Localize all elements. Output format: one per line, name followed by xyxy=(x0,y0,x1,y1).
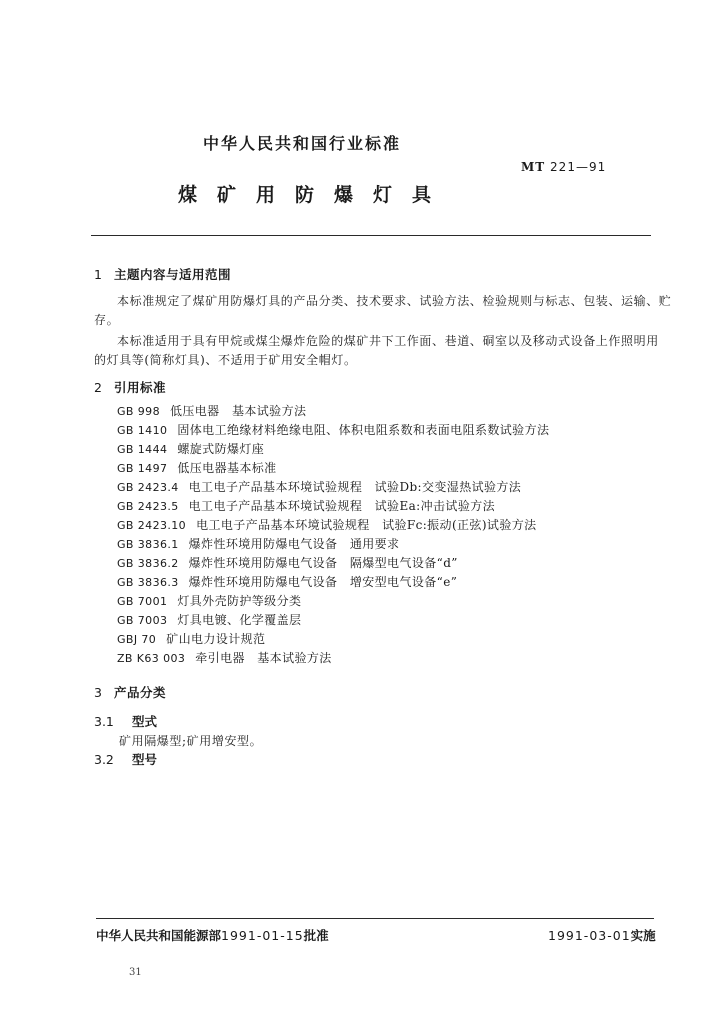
reference-code: GB 2423.10 xyxy=(117,519,187,532)
reference-item xyxy=(117,516,549,535)
reference-item xyxy=(117,554,549,573)
reference-title: 电工电子产品基本环境试验规程 试验Ea:冲击试验方法 xyxy=(188,499,496,513)
reference-item xyxy=(117,478,549,497)
standard-type-heading: 中华人民共和国行业标准 xyxy=(202,134,401,153)
subsection-3-1-title: 型式 xyxy=(132,714,158,729)
reference-title: 电工电子产品基本环境试验规程 试验Fc:振动(正弦)试验方法 xyxy=(196,518,537,532)
reference-code: GB 2423.4 xyxy=(117,481,179,494)
reference-code: GB 3836.2 xyxy=(117,557,179,570)
footer-divider xyxy=(96,918,654,919)
section-3-title: 产品分类 xyxy=(114,685,167,700)
reference-code: GB 1497 xyxy=(117,462,168,475)
standard-code: 221—91 xyxy=(550,160,607,174)
section-3-number: 3 xyxy=(94,685,103,700)
subsection-3-2-title: 型号 xyxy=(132,752,158,767)
standard-number xyxy=(521,160,606,174)
subsection-3-1-text: 矿用隔爆型;矿用增安型。 xyxy=(119,734,263,748)
section-3-heading xyxy=(94,683,166,701)
reference-title: 灯具外壳防护等级分类 xyxy=(177,594,302,608)
reference-title: 螺旋式防爆灯座 xyxy=(177,442,265,456)
subsection-3-2-heading xyxy=(94,750,157,768)
issuer: 中华人民共和国能源部 xyxy=(96,928,222,943)
section-1-title: 主题内容与适用范围 xyxy=(114,267,232,282)
issue-date: 1991-01-15 xyxy=(221,928,304,943)
section-1-para-2-line-2: 的灯具等(简称灯具)、不适用于矿用安全帽灯。 xyxy=(94,353,357,367)
issue-label: 批准 xyxy=(303,928,329,943)
reference-code: GB 2423.5 xyxy=(117,500,179,513)
reference-item xyxy=(117,402,549,421)
effective-label: 实施 xyxy=(630,928,656,943)
standard-prefix: MT xyxy=(521,160,546,174)
reference-code: GB 998 xyxy=(117,405,160,418)
reference-title: 爆炸性环境用防爆电气设备 隔爆型电气设备“d” xyxy=(188,556,458,570)
reference-item xyxy=(117,630,549,649)
section-2-number: 2 xyxy=(94,380,103,395)
reference-item xyxy=(117,649,549,668)
reference-title: 电工电子产品基本环境试验规程 试验Db:交变湿热试验方法 xyxy=(188,480,522,494)
reference-title: 固体电工绝缘材料绝缘电阻、体积电阻系数和表面电阻系数试验方法 xyxy=(177,423,550,437)
reference-list xyxy=(117,402,549,668)
section-2-title: 引用标准 xyxy=(114,380,167,395)
reference-code: GB 3836.3 xyxy=(117,576,179,589)
reference-title: 灯具电镀、化学覆盖层 xyxy=(177,613,302,627)
reference-item xyxy=(117,573,549,592)
section-1-para-2-line-1: 本标准适用于具有甲烷或煤尘爆炸危险的煤矿井下工作面、巷道、硐室以及移动式设备上作照明用 xyxy=(117,334,659,348)
reference-item xyxy=(117,440,549,459)
reference-code: GBJ 70 xyxy=(117,633,157,646)
reference-title: 低压电器 基本试验方法 xyxy=(169,404,307,418)
reference-item xyxy=(117,592,549,611)
reference-code: GB 3836.1 xyxy=(117,538,179,551)
reference-title: 低压电器基本标准 xyxy=(177,461,277,475)
section-1-heading xyxy=(94,265,231,283)
subsection-3-1-heading xyxy=(94,712,157,730)
section-1-number: 1 xyxy=(94,267,103,282)
reference-title: 牵引电器 基本试验方法 xyxy=(195,651,332,665)
reference-code: GB 7003 xyxy=(117,614,168,627)
header-divider xyxy=(91,235,651,236)
reference-item xyxy=(117,535,549,554)
reference-item xyxy=(117,611,549,630)
reference-item xyxy=(117,497,549,516)
document-title: 煤矿用防爆灯具 xyxy=(178,184,452,206)
reference-code: GB 1410 xyxy=(117,424,168,437)
reference-title: 爆炸性环境用防爆电气设备 增安型电气设备“e” xyxy=(188,575,458,589)
subsection-3-2-number: 3.2 xyxy=(94,752,114,767)
reference-item xyxy=(117,459,549,478)
reference-code: GB 1444 xyxy=(117,443,168,456)
reference-item xyxy=(117,421,549,440)
section-2-heading xyxy=(94,378,166,396)
issue-statement xyxy=(96,926,329,944)
effective-date: 1991-03-01 xyxy=(548,928,631,943)
section-1-para-1-line-1: 本标准规定了煤矿用防爆灯具的产品分类、技术要求、试验方法、检验规则与标志、包装、运输、贮 xyxy=(117,294,672,308)
effective-statement xyxy=(548,926,656,944)
reference-title: 矿山电力设计规范 xyxy=(166,632,266,646)
reference-code: ZB K63 003 xyxy=(117,652,186,665)
reference-title: 爆炸性环境用防爆电气设备 通用要求 xyxy=(188,537,400,551)
subsection-3-1-number: 3.1 xyxy=(94,714,114,729)
page-number: 31 xyxy=(129,967,142,978)
section-1-para-1-line-2: 存。 xyxy=(94,313,120,327)
reference-code: GB 7001 xyxy=(117,595,168,608)
